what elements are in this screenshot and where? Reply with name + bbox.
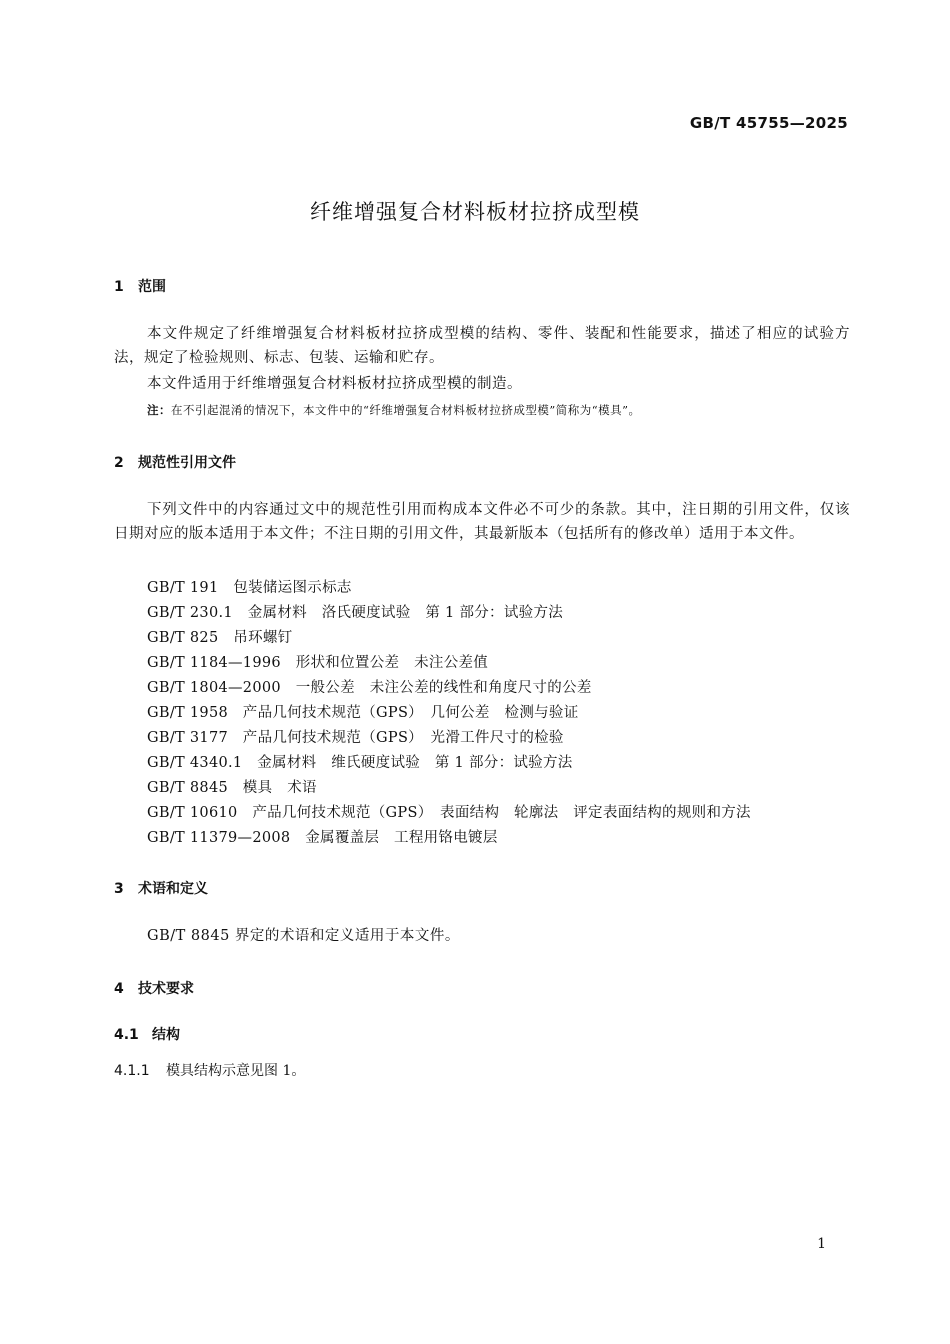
section-number: 3	[114, 881, 124, 897]
reference-item: GB/T 191 包装储运图示标志	[147, 580, 352, 596]
section-title: 范围	[138, 279, 166, 295]
section-4-heading	[114, 978, 194, 998]
section-1-paragraph-1: 本文件规定了纤维增强复合材料板材拉挤成型模的结构、零件、装配和性能要求，描述了相应的试验方法，规定了检验规则、标志、包装、运输和贮存。	[114, 326, 850, 366]
section-number: 4.1	[114, 1027, 139, 1043]
section-2-paragraph-1: 下列文件中的内容通过文中的规范性引用而构成本文件必不可少的条款。其中，注日期的引用文件，仅该日期对应的版本适用于本文件；不注日期的引用文件，其最新版本（包括所有的修改单）适用于本文件。	[114, 502, 850, 542]
clause-text: 模具结构示意见图 1。	[166, 1063, 306, 1079]
clause-4-1-1	[114, 1060, 305, 1080]
standard-code: GB/T 45755—2025	[689, 114, 848, 132]
section-number: 2	[114, 455, 124, 471]
section-1-paragraph-2: 本文件适用于纤维增强复合材料板材拉挤成型模的制造。	[147, 376, 522, 392]
reference-item: GB/T 230.1 金属材料 洛氏硬度试验 第 1 部分：试验方法	[147, 605, 564, 621]
section-1-heading	[114, 276, 166, 296]
section-number: 1	[114, 279, 124, 295]
page-number: 1	[817, 1236, 826, 1252]
reference-item: GB/T 4340.1 金属材料 维氏硬度试验 第 1 部分：试验方法	[147, 755, 573, 771]
reference-item: GB/T 8845 模具 术语	[147, 780, 317, 796]
reference-item: GB/T 10610 产品几何技术规范（GPS） 表面结构 轮廓法 评定表面结构的规则和方法	[147, 805, 751, 821]
reference-item: GB/T 1804—2000 一般公差 未注公差的线性和角度尺寸的公差	[147, 680, 592, 696]
reference-item: GB/T 1184—1996 形状和位置公差 未注公差值	[147, 655, 489, 671]
section-3-heading	[114, 878, 208, 898]
section-3-paragraph-1: GB/T 8845 界定的术语和定义适用于本文件。	[147, 928, 460, 944]
clause-number: 4.1.1	[114, 1063, 150, 1079]
section-1-note	[147, 402, 641, 418]
reference-item: GB/T 11379—2008 金属覆盖层 工程用铬电镀层	[147, 830, 498, 846]
section-2-heading	[114, 452, 236, 472]
section-4-1-heading	[114, 1024, 180, 1044]
reference-item: GB/T 3177 产品几何技术规范（GPS） 光滑工件尺寸的检验	[147, 730, 564, 746]
section-number: 4	[114, 981, 124, 997]
section-title: 规范性引用文件	[138, 455, 236, 471]
document-title: 纤维增强复合材料板材拉挤成型模	[310, 200, 640, 224]
note-text: 在不引起混淆的情况下，本文件中的“纤维增强复合材料板材拉挤成型模”简称为“模具”。	[171, 403, 641, 417]
section-title: 术语和定义	[138, 881, 208, 897]
reference-item: GB/T 1958 产品几何技术规范（GPS） 几何公差 检测与验证	[147, 705, 579, 721]
section-title: 结构	[152, 1027, 180, 1043]
note-label: 注：	[147, 403, 171, 417]
section-title: 技术要求	[138, 981, 194, 997]
reference-item: GB/T 825 吊环螺钉	[147, 630, 293, 646]
